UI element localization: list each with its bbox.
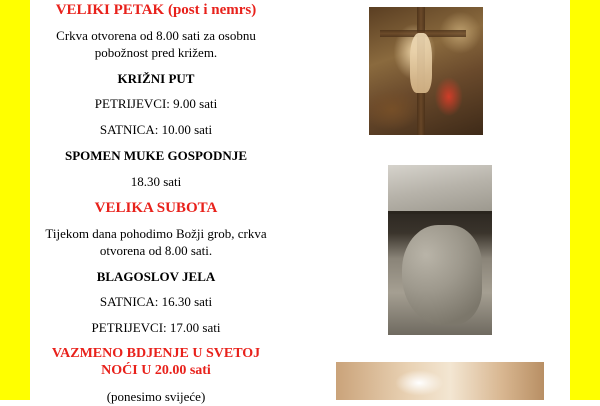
tomb-rock (402, 225, 482, 325)
good-friday-desc-line1: Crkva otvorena od 8.00 sati za osobnu (56, 28, 256, 43)
way-of-cross-petrijevci: PETRIJEVCI: 9.00 sati (94, 96, 218, 111)
holy-saturday-desc-line1: Tijekom dana pohodimo Božji grob, crkva (45, 226, 267, 241)
vigil-heading-line1: VAZMENO BDJENJE U SVETOJ (51, 346, 261, 361)
good-friday-desc-line2: pobožnost pred križem. (94, 45, 218, 60)
crucified-figure (410, 33, 432, 93)
good-friday-heading: VELIKI PETAK (post i nemrs) (55, 2, 257, 18)
vigil-note: (ponesimo svijeće) (106, 389, 206, 404)
way-of-cross-satnica: SATNICA: 10.00 sati (99, 122, 213, 137)
tomb-slab (388, 165, 492, 214)
holy-saturday-desc-line2: otvorena od 8.00 sati. (99, 243, 213, 258)
holy-saturday-heading: VELIKA SUBOTA (94, 200, 218, 216)
crucifixion-painting (369, 7, 483, 135)
passion-time: 18.30 sati (130, 174, 182, 189)
vigil-heading-line2: NOĆI U 20.00 sati (101, 363, 211, 378)
way-of-cross-heading: KRIŽNI PUT (117, 71, 195, 86)
food-blessing-petrijevci: PETRIJEVCI: 17.00 sati (91, 320, 221, 335)
food-blessing-heading: BLAGOSLOV JELA (96, 269, 216, 284)
yellow-border-right (570, 0, 600, 400)
passion-heading: SPOMEN MUKE GOSPODNJE (64, 148, 247, 163)
tomb-photo (388, 165, 492, 335)
food-blessing-satnica: SATNICA: 16.30 sati (99, 294, 213, 309)
candle-photo (336, 362, 544, 400)
